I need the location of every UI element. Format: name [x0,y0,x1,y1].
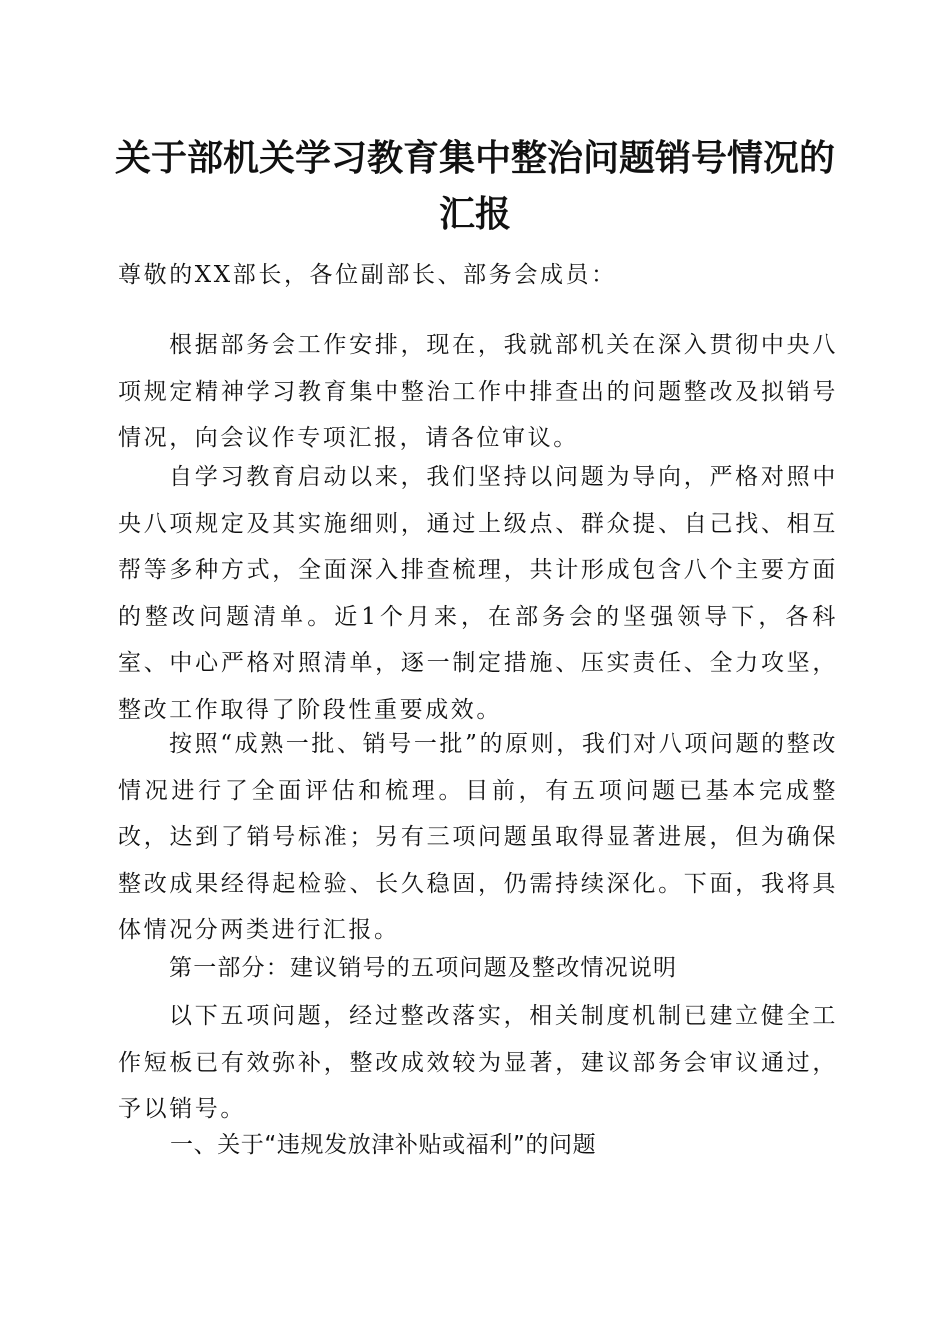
section-heading-text: 第一部分：建议销号的五项问题及整改情况说明 [169,955,678,981]
paragraph-section-intro [118,993,838,1133]
paragraph-overview [118,721,838,954]
section-heading [118,945,838,992]
salutation [118,252,838,299]
paragraph-text: 自学习教育启动以来，我们坚持以问题为导向，严格对照中央八项规定及其实施细则，通过上级点、群众提、自己找、相互帮等多种方式，全面深入排查梳理，共计形成包含八个主要方面的整改问题清单。近1个月来，在部务会的坚强领导下，各科室、中心严格对照清单，逐一制定措施、压实责任、全力攻坚，整改工作取得了阶段性重要成效。 [118,464,838,723]
document-title [100,130,850,242]
title-line-2: 汇报 [438,193,511,235]
paragraph-text: 以下五项问题，经过整改落实，相关制度机制已建立健全工作短板已有效弥补，整改成效较为显著，建议部务会审议通过，予以销号。 [118,1003,838,1122]
subheading-item-1: 一、关于“违规发放津补贴或福利”的问题 [170,1132,597,1158]
title-line-1: 关于部机关学习教育集中整治问题销号情况的 [114,137,835,179]
paragraph-background [118,454,838,733]
paragraph-intro [118,322,838,462]
salutation-text: 尊敬的XX部长，各位副部长、部务会成员： [118,262,617,288]
paragraph-text: 根据部务会工作安排，现在，我就部机关在深入贯彻中央八项规定精神学习教育集中整治工作中排查出的问题整改及拟销号情况，向会议作专项汇报，请各位审议。 [118,332,838,451]
paragraph-text: 按照“成熟一批、销号一批”的原则，我们对八项问题的整改情况进行了全面评估和梳理。目前，有五项问题已基本完成整改，达到了销号标准；另有三项问题虽取得显著进展，但为确保整改成果经得起检验、长久稳固，仍需持续深化。下面，我将具体情况分两类进行汇报。 [118,731,838,943]
